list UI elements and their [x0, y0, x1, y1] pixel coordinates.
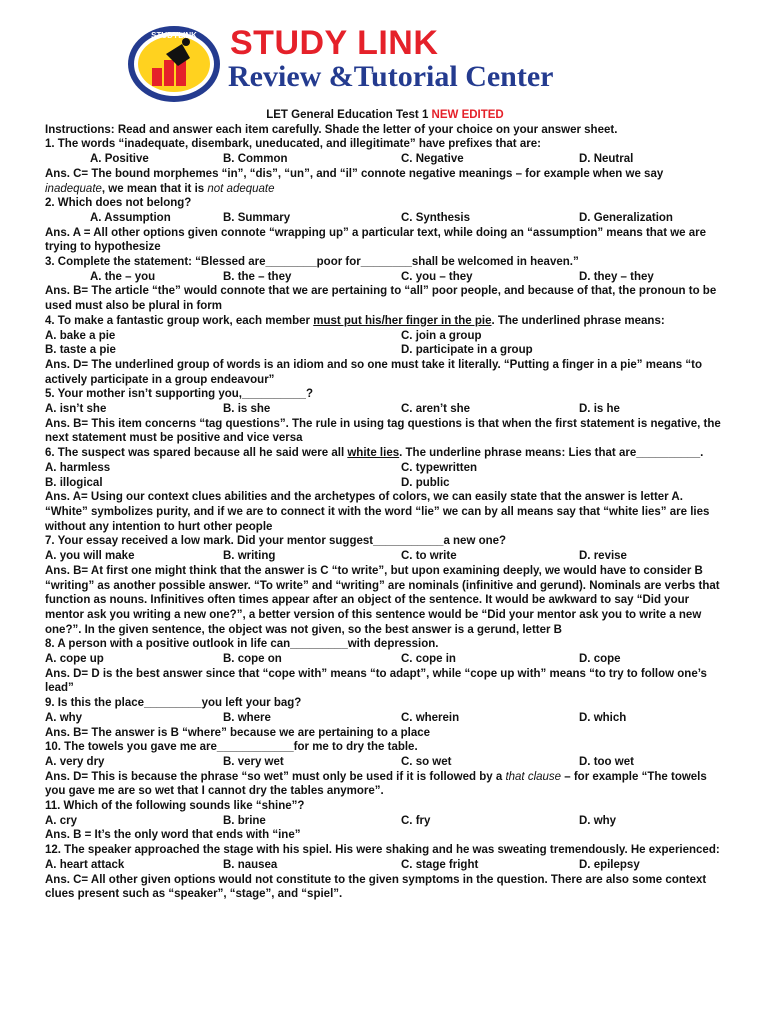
option: D. revise — [579, 550, 627, 563]
option: B. Common — [223, 153, 288, 166]
studylink-logo — [126, 24, 222, 104]
q7-options — [45, 549, 725, 564]
answer-emphasis: that clause — [505, 770, 562, 783]
q1-options — [45, 152, 725, 167]
answer-text: Ans. C= The bound morphemes “in”, “dis”, “un”, and “il” connote negative meanings – for example when we say — [45, 167, 664, 180]
answer-12: Ans. C= All other given options would not constitute to the given symptoms in the question. There are also some context clues present such as “speaker”, “stage”, and “spiel”. — [45, 873, 707, 901]
q4-options-row1 — [45, 329, 725, 344]
question-4 — [45, 314, 725, 329]
answer-text: Ans. D= This is because the phrase “so wet” must only be used if it is followed by a — [45, 770, 506, 783]
option: A. you will make — [45, 550, 135, 563]
option: A. the – you — [90, 270, 156, 283]
q2-options — [45, 211, 725, 226]
question-6 — [45, 446, 725, 461]
q5-options — [45, 402, 725, 417]
answer-6: Ans. A= Using our context clues abilities and the archetypes of colors, we can easily state that the answer is letter A. “White” symbolizes purity, and if we are to connect it with the word “lie” we can by all means say that “white lies” are lies without any intention to hurt other people — [45, 491, 710, 533]
option: A. cope up — [45, 653, 104, 666]
option: A. bake a pie — [45, 329, 116, 342]
option: C. join a group — [401, 329, 482, 342]
title-main: LET General Education Test 1 — [266, 109, 429, 121]
option: B. where — [223, 711, 271, 724]
logo-top-text: STUDYLINK — [151, 31, 197, 40]
answer-4: Ans. D= The underlined group of words is an idiom and so one must take it literally. “Putting a finger in a pie” means “to actively participate in a group endeavour” — [45, 358, 702, 386]
question-1: 1. The words “inadequate, disembark, uneducated, and illegitimate” have prefixes that are: — [45, 138, 541, 151]
q10-options — [45, 755, 725, 770]
option: B. writing — [223, 550, 276, 563]
answer-emphasis: not adequate — [207, 182, 275, 195]
option: C. wherein — [401, 711, 460, 724]
q6-options-row2 — [45, 476, 725, 491]
answer-3: Ans. B= The article “the” would connote that we are pertaining to “all” poor people, and because of that, the pronoun to be used must also be plural in form — [45, 285, 717, 313]
option: D. they – they — [579, 270, 654, 283]
option: C. stage fright — [401, 858, 479, 871]
option: C. fry — [401, 814, 431, 827]
option: D. why — [579, 814, 617, 827]
option: A. Assumption — [90, 211, 171, 224]
option: D. epilepsy — [579, 858, 640, 871]
option: A. Positive — [90, 153, 149, 166]
option: D. is he — [579, 403, 620, 416]
brand-name: STUDY LINK — [230, 24, 439, 62]
option: A. very dry — [45, 755, 105, 768]
question-3: 3. Complete the statement: “Blessed are________poor for________shall be welcomed in heaven.” — [45, 256, 579, 269]
answer-emphasis: inadequate — [45, 182, 102, 195]
option: A. heart attack — [45, 858, 125, 871]
option: A. harmless — [45, 461, 111, 474]
question-2: 2. Which does not belong? — [45, 197, 192, 210]
option: C. so wet — [401, 755, 452, 768]
answer-10 — [45, 770, 725, 799]
question-7: 7. Your essay received a low mark. Did your mentor suggest___________a new one? — [45, 535, 507, 548]
option: B. nausea — [223, 858, 278, 871]
answer-8: Ans. D= D is the best answer since that “cope with” means “to adapt”, while “cope up with” means “to try to follow one’s lead” — [45, 667, 707, 695]
option: D. Generalization — [579, 211, 673, 224]
option: B. is she — [223, 403, 271, 416]
option: A. cry — [45, 814, 77, 827]
option: A. why — [45, 711, 83, 724]
answer-7: Ans. B= At first one might think that the answer is C “to write”, but upon examining deeply, we would have to consider B “writing” as another possible answer. “To write” and “writing” are nominals (infinitive and gerund). Nominals are verbs that function as nouns. Infinitives often times appear after an object of the sentence. It would be awkward to say “Did your mentor ask you writing a new one?”, a better version of this sentence would be “Did your mentor ask you to write a new one?”. In the given sentence, the object was not given, so the best answer is a gerund, letter B — [45, 564, 720, 636]
option: D. Neutral — [579, 153, 634, 166]
test-document — [45, 108, 725, 902]
question-text: 6. The suspect was spared because all he said were all — [45, 447, 348, 460]
question-9: 9. Is this the place_________you left your bag? — [45, 697, 302, 710]
answer-1 — [45, 167, 725, 196]
answer-2: Ans. A = All other options given connote “wrapping up” a particular text, while doing an “assumption” means that we are trying to hypothesize — [45, 226, 707, 254]
brand-subtitle: Review &Tutorial Center — [228, 60, 554, 93]
question-12: 12. The speaker approached the stage with his spiel. His were shaking and he was sweating tremendously. He experienced: — [45, 844, 720, 857]
test-title — [45, 108, 725, 123]
option: B. Summary — [223, 211, 291, 224]
q3-options — [45, 270, 725, 285]
option: C. aren’t she — [401, 403, 471, 416]
option: D. public — [401, 476, 450, 489]
q12-options — [45, 858, 725, 873]
option: C. cope in — [401, 653, 456, 666]
option: C. Negative — [401, 153, 464, 166]
option: D. cope — [579, 653, 621, 666]
option: B. brine — [223, 814, 266, 827]
q11-options — [45, 814, 725, 829]
q9-options — [45, 711, 725, 726]
question-text: 4. To make a fantastic group work, each member — [45, 314, 314, 327]
instructions: Instructions: Read and answer each item carefully. Shade the letter of your choice on your answer sheet. — [45, 123, 618, 136]
option: B. the – they — [223, 270, 292, 283]
option: C. to write — [401, 550, 457, 563]
option: B. illogical — [45, 476, 103, 489]
question-text: . The underlined phrase means: — [491, 314, 665, 327]
question-text: . The underline phrase means: Lies that are__________. — [399, 447, 704, 460]
question-11: 11. Which of the following sounds like “shine”? — [45, 800, 305, 813]
option: C. typewritten — [401, 461, 478, 474]
underlined-phrase: white lies — [347, 447, 400, 460]
option: D. participate in a group — [401, 344, 533, 357]
q6-options-row1 — [45, 461, 725, 476]
option: A. isn’t she — [45, 403, 107, 416]
question-5: 5. Your mother isn’t supporting you,__________? — [45, 388, 313, 401]
q8-options — [45, 652, 725, 667]
q4-options-row2 — [45, 343, 725, 358]
option: C. Synthesis — [401, 211, 471, 224]
title-tag: NEW EDITED — [431, 109, 504, 121]
option: C. you – they — [401, 270, 473, 283]
question-10: 10. The towels you gave me are____________for me to dry the table. — [45, 741, 418, 754]
question-8: 8. A person with a positive outlook in life can_________with depression. — [45, 638, 439, 651]
option: B. cope on — [223, 653, 282, 666]
option: D. too wet — [579, 755, 634, 768]
answer-11: Ans. B = It’s the only word that ends with “ine” — [45, 829, 301, 842]
answer-text: – for example “The towels you gave me are so wet that I cannot dry the tables anymore”. — [45, 770, 707, 798]
answer-5: Ans. B= This item concerns “tag questions”. The rule in using tag questions is that when the first statement is negative, the next statement must be positive and vice versa — [45, 417, 721, 445]
option: D. which — [579, 711, 627, 724]
option: B. very wet — [223, 755, 284, 768]
answer-9: Ans. B= The answer is B “where” because we are pertaining to a place — [45, 726, 431, 739]
header — [126, 24, 626, 104]
underlined-phrase: must put his/her finger in the pie — [313, 314, 492, 327]
answer-text: , we mean that it is — [101, 182, 208, 195]
option: B. taste a pie — [45, 344, 116, 357]
